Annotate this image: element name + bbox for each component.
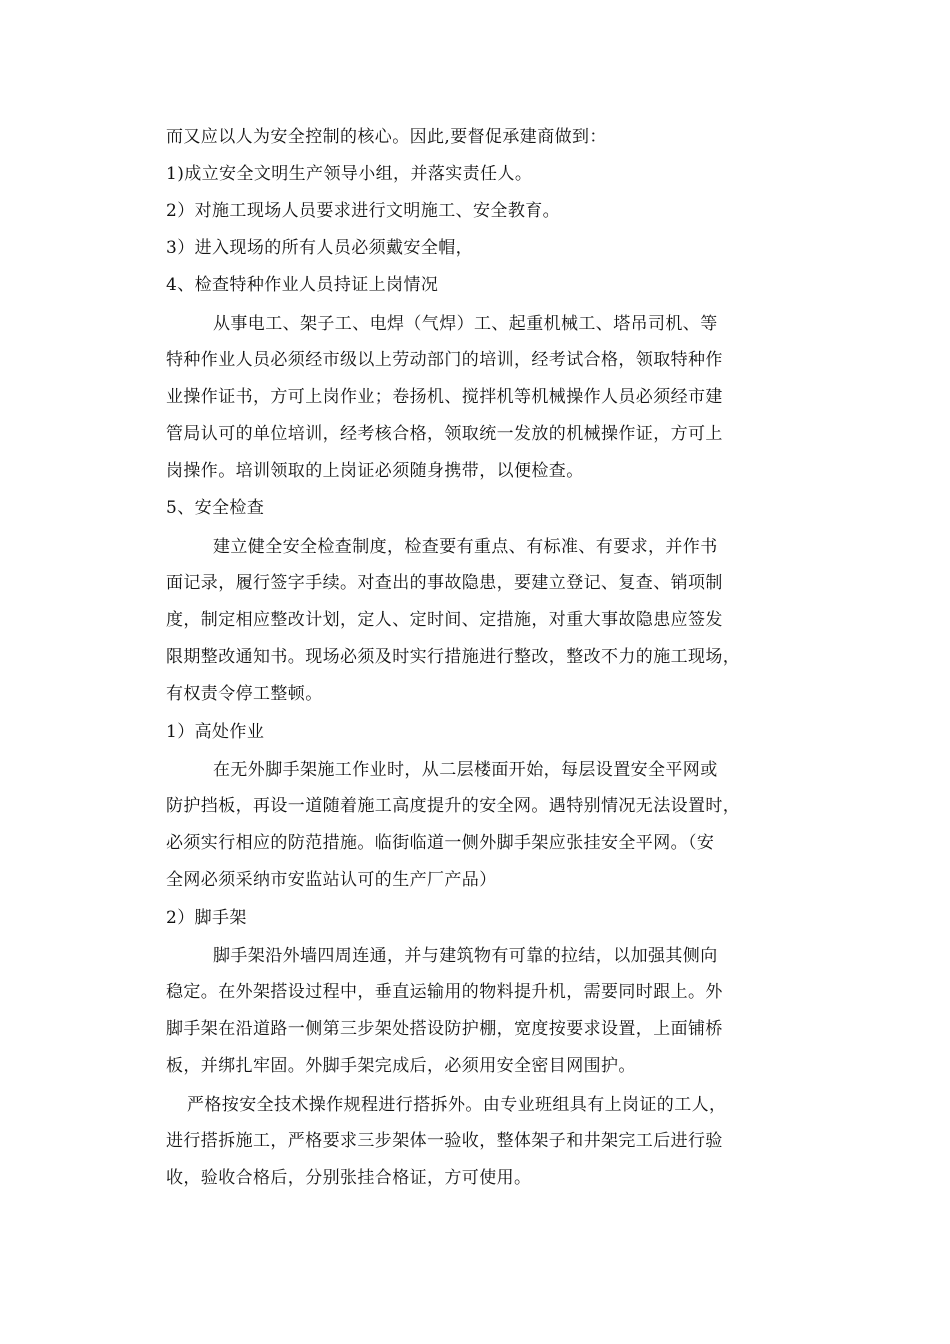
section-heading: 2）脚手架 [166,908,247,928]
text-line: 收，验收合格后，分别张挂合格证，方可使用。 [166,1168,532,1188]
text-line: 防护挡板，再设一道随着施工高度提升的安全网。遇特别情况无法设置时， [166,796,741,816]
text-line: 3）进入现场的所有人员必须戴安全帽， [166,238,474,258]
text-line: 严格按安全技术操作规程进行搭拆外。由专业班组具有上岗证的工人， [187,1095,727,1115]
text-line: 建立健全安全检查制度，检查要有重点、有标准、有要求，并作书 [213,537,718,557]
text-line: 度，制定相应整改计划，定人、定时间、定措施，对重大事故隐患应签发 [166,610,723,630]
text-line: 脚手架在沿道路一侧第三步架处搭设防护棚，宽度按要求设置，上面铺桥 [166,1019,723,1039]
text-line: 限期整改通知书。现场必须及时实行措施进行整改，整改不力的施工现场， [166,647,741,667]
text-line: 2）对施工现场人员要求进行文明施工、安全教育。 [166,201,561,221]
text-line: 特种作业人员必须经市级以上劳动部门的培训，经考试合格，领取特种作 [166,350,723,370]
text-line: 业操作证书，方可上岗作业；卷扬机、搅拌机等机械操作人员必须经市建 [166,387,723,407]
section-heading: 4、检查特种作业人员持证上岗情况 [166,275,439,295]
text-line: 必须实行相应的防范措施。临街临道一侧外脚手架应张挂安全平网。（安 [166,833,715,853]
text-line: 脚手架沿外墙四周连通，并与建筑物有可靠的拉结，以加强其侧向 [213,946,718,966]
text-line: 而又应以人为安全控制的核心。因此,要督促承建商做到： [166,127,607,147]
text-line: 有权责令停工整顿。 [166,684,323,704]
section-heading: 5、安全检查 [166,498,265,518]
text-line: 进行搭拆施工，严格要求三步架体一验收，整体架子和井架完工后进行验 [166,1131,723,1151]
text-line: 稳定。在外架搭设过程中，垂直运输用的物料提升机，需要同时跟上。外 [166,982,723,1002]
text-line: 全网必须采纳市安监站认可的生产厂产品） [166,870,497,890]
text-line: 1)成立安全文明生产领导小组，并落实责任人。 [166,164,533,184]
text-line: 管局认可的单位培训，经考核合格，领取统一发放的机械操作证，方可上 [166,424,723,444]
text-line: 板，并绑扎牢固。外脚手架完成后，必须用安全密目网围护。 [166,1056,636,1076]
text-line: 岗操作。培训领取的上岗证必须随身携带，以便检查。 [166,461,584,481]
text-line: 面记录，履行签字手续。对查出的事故隐患，要建立登记、复查、销项制 [166,573,723,593]
text-line: 从事电工、架子工、电焊（气焊）工、起重机械工、塔吊司机、等 [213,314,718,334]
text-line: 在无外脚手架施工作业时，从二层楼面开始，每层设置安全平网或 [213,760,718,780]
section-heading: 1）高处作业 [166,722,265,742]
